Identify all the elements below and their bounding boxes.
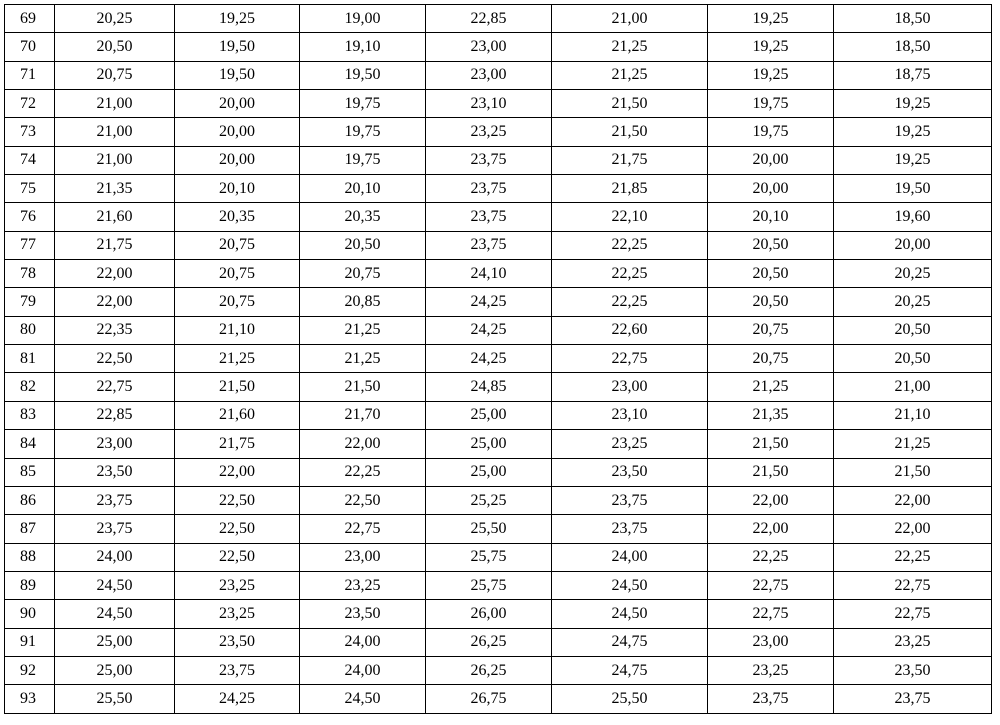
value-cell: 23,75 [55, 486, 175, 514]
value-cell: 22,25 [552, 288, 708, 316]
value-cell: 23,10 [552, 401, 708, 429]
value-cell: 20,10 [175, 175, 300, 203]
value-cell: 22,85 [426, 5, 552, 33]
value-cell: 23,75 [55, 515, 175, 543]
value-cell: 21,75 [55, 231, 175, 259]
value-cell: 23,00 [708, 628, 834, 656]
value-cell: 23,75 [426, 146, 552, 174]
value-cell: 22,00 [708, 486, 834, 514]
value-cell: 22,50 [300, 486, 426, 514]
value-cell: 25,00 [426, 401, 552, 429]
value-cell: 19,00 [300, 5, 426, 33]
value-cell: 19,75 [708, 118, 834, 146]
value-cell: 23,00 [426, 33, 552, 61]
value-cell: 26,25 [426, 628, 552, 656]
document-sheet [4, 4, 991, 714]
value-cell: 20,25 [834, 260, 992, 288]
value-cell: 22,75 [55, 373, 175, 401]
value-cell: 20,50 [708, 288, 834, 316]
value-cell: 22,75 [708, 600, 834, 628]
value-cell: 23,50 [175, 628, 300, 656]
table-row [5, 345, 992, 373]
row-number-cell: 73 [5, 118, 55, 146]
row-number-cell: 76 [5, 203, 55, 231]
value-cell: 23,50 [552, 458, 708, 486]
value-cell: 22,85 [55, 401, 175, 429]
value-cell: 22,00 [708, 515, 834, 543]
value-cell: 23,75 [552, 486, 708, 514]
row-number-cell: 79 [5, 288, 55, 316]
value-cell: 22,10 [552, 203, 708, 231]
value-cell: 21,25 [175, 345, 300, 373]
value-cell: 25,00 [55, 656, 175, 684]
value-cell: 21,50 [175, 373, 300, 401]
value-cell: 24,10 [426, 260, 552, 288]
row-number-cell: 85 [5, 458, 55, 486]
value-cell: 23,25 [175, 571, 300, 599]
row-number-cell: 74 [5, 146, 55, 174]
value-cell: 21,50 [552, 90, 708, 118]
value-cell: 21,50 [834, 458, 992, 486]
value-cell: 25,50 [55, 685, 175, 713]
value-cell: 20,00 [708, 146, 834, 174]
row-number-cell: 92 [5, 656, 55, 684]
table-row [5, 685, 992, 713]
value-cell: 23,25 [834, 628, 992, 656]
value-cell: 25,00 [426, 430, 552, 458]
value-cell: 22,00 [55, 260, 175, 288]
data-table [4, 4, 992, 714]
value-cell: 20,75 [300, 260, 426, 288]
value-cell: 21,25 [552, 61, 708, 89]
value-cell: 25,75 [426, 571, 552, 599]
table-row [5, 656, 992, 684]
row-number-cell: 91 [5, 628, 55, 656]
value-cell: 22,25 [834, 543, 992, 571]
value-cell: 18,50 [834, 5, 992, 33]
value-cell: 24,25 [426, 345, 552, 373]
value-cell: 19,50 [834, 175, 992, 203]
value-cell: 21,50 [708, 430, 834, 458]
value-cell: 24,85 [426, 373, 552, 401]
value-cell: 20,00 [834, 231, 992, 259]
value-cell: 24,00 [55, 543, 175, 571]
table-row [5, 90, 992, 118]
value-cell: 20,00 [708, 175, 834, 203]
value-cell: 24,25 [426, 288, 552, 316]
value-cell: 19,25 [834, 90, 992, 118]
value-cell: 24,25 [426, 316, 552, 344]
value-cell: 19,25 [175, 5, 300, 33]
table-row [5, 146, 992, 174]
value-cell: 23,75 [426, 175, 552, 203]
value-cell: 22,50 [55, 345, 175, 373]
value-cell: 21,00 [834, 373, 992, 401]
value-cell: 24,75 [552, 656, 708, 684]
value-cell: 23,25 [708, 656, 834, 684]
value-cell: 25,00 [426, 458, 552, 486]
value-cell: 24,50 [55, 571, 175, 599]
row-number-cell: 83 [5, 401, 55, 429]
value-cell: 22,25 [552, 231, 708, 259]
value-cell: 20,50 [834, 345, 992, 373]
value-cell: 22,00 [55, 288, 175, 316]
value-cell: 24,50 [552, 600, 708, 628]
row-number-cell: 72 [5, 90, 55, 118]
value-cell: 20,50 [834, 316, 992, 344]
value-cell: 23,00 [55, 430, 175, 458]
value-cell: 19,50 [300, 61, 426, 89]
value-cell: 23,25 [552, 430, 708, 458]
value-cell: 22,25 [708, 543, 834, 571]
table-row [5, 600, 992, 628]
table-row [5, 628, 992, 656]
value-cell: 20,25 [55, 5, 175, 33]
value-cell: 20,75 [175, 260, 300, 288]
value-cell: 21,60 [55, 203, 175, 231]
row-number-cell: 86 [5, 486, 55, 514]
value-cell: 22,75 [300, 515, 426, 543]
value-cell: 24,00 [300, 628, 426, 656]
value-cell: 23,75 [426, 203, 552, 231]
value-cell: 21,10 [834, 401, 992, 429]
value-cell: 21,35 [708, 401, 834, 429]
value-cell: 23,75 [708, 685, 834, 713]
value-cell: 21,35 [55, 175, 175, 203]
table-row [5, 231, 992, 259]
value-cell: 22,50 [175, 515, 300, 543]
value-cell: 21,75 [175, 430, 300, 458]
value-cell: 21,25 [708, 373, 834, 401]
value-cell: 24,00 [552, 543, 708, 571]
row-number-cell: 80 [5, 316, 55, 344]
value-cell: 22,00 [300, 430, 426, 458]
table-row [5, 543, 992, 571]
value-cell: 26,25 [426, 656, 552, 684]
value-cell: 21,50 [300, 373, 426, 401]
table-row [5, 203, 992, 231]
table-row [5, 571, 992, 599]
value-cell: 20,35 [175, 203, 300, 231]
value-cell: 24,75 [552, 628, 708, 656]
value-cell: 21,10 [175, 316, 300, 344]
value-cell: 23,00 [426, 61, 552, 89]
value-cell: 25,25 [426, 486, 552, 514]
value-cell: 20,50 [708, 260, 834, 288]
row-number-cell: 87 [5, 515, 55, 543]
row-number-cell: 81 [5, 345, 55, 373]
value-cell: 21,60 [175, 401, 300, 429]
value-cell: 21,00 [55, 118, 175, 146]
table-row [5, 118, 992, 146]
row-number-cell: 71 [5, 61, 55, 89]
row-number-cell: 70 [5, 33, 55, 61]
value-cell: 19,25 [834, 118, 992, 146]
value-cell: 23,75 [552, 515, 708, 543]
value-cell: 22,00 [175, 458, 300, 486]
value-cell: 22,50 [175, 543, 300, 571]
value-cell: 20,85 [300, 288, 426, 316]
row-number-cell: 69 [5, 5, 55, 33]
value-cell: 20,25 [834, 288, 992, 316]
value-cell: 21,50 [552, 118, 708, 146]
value-cell: 26,75 [426, 685, 552, 713]
value-cell: 25,50 [552, 685, 708, 713]
value-cell: 19,50 [175, 33, 300, 61]
value-cell: 23,10 [426, 90, 552, 118]
value-cell: 23,75 [834, 685, 992, 713]
value-cell: 23,25 [175, 600, 300, 628]
value-cell: 19,75 [708, 90, 834, 118]
value-cell: 22,75 [834, 571, 992, 599]
value-cell: 22,60 [552, 316, 708, 344]
value-cell: 25,75 [426, 543, 552, 571]
value-cell: 23,00 [552, 373, 708, 401]
value-cell: 19,25 [834, 146, 992, 174]
value-cell: 22,50 [175, 486, 300, 514]
value-cell: 21,25 [300, 316, 426, 344]
value-cell: 18,75 [834, 61, 992, 89]
value-cell: 21,00 [552, 5, 708, 33]
table-row [5, 33, 992, 61]
value-cell: 23,25 [426, 118, 552, 146]
table-row [5, 401, 992, 429]
value-cell: 19,60 [834, 203, 992, 231]
value-cell: 22,00 [834, 486, 992, 514]
table-row [5, 288, 992, 316]
value-cell: 26,00 [426, 600, 552, 628]
table-row [5, 61, 992, 89]
row-number-cell: 89 [5, 571, 55, 599]
value-cell: 23,50 [834, 656, 992, 684]
value-cell: 20,50 [300, 231, 426, 259]
value-cell: 22,35 [55, 316, 175, 344]
row-number-cell: 77 [5, 231, 55, 259]
value-cell: 19,50 [175, 61, 300, 89]
table-row [5, 373, 992, 401]
row-number-cell: 93 [5, 685, 55, 713]
value-cell: 19,25 [708, 61, 834, 89]
value-cell: 20,50 [55, 33, 175, 61]
value-cell: 23,75 [426, 231, 552, 259]
value-cell: 20,10 [708, 203, 834, 231]
value-cell: 20,75 [55, 61, 175, 89]
table-row [5, 458, 992, 486]
value-cell: 20,75 [175, 231, 300, 259]
value-cell: 20,75 [708, 345, 834, 373]
value-cell: 19,75 [300, 146, 426, 174]
row-number-cell: 82 [5, 373, 55, 401]
value-cell: 22,25 [300, 458, 426, 486]
value-cell: 21,85 [552, 175, 708, 203]
value-cell: 25,50 [426, 515, 552, 543]
value-cell: 23,50 [300, 600, 426, 628]
value-cell: 21,70 [300, 401, 426, 429]
table-row [5, 430, 992, 458]
value-cell: 23,00 [300, 543, 426, 571]
table-row [5, 260, 992, 288]
value-cell: 22,75 [834, 600, 992, 628]
value-cell: 25,00 [55, 628, 175, 656]
value-cell: 24,00 [300, 656, 426, 684]
table-row [5, 515, 992, 543]
value-cell: 20,50 [708, 231, 834, 259]
value-cell: 19,75 [300, 118, 426, 146]
table-row [5, 486, 992, 514]
row-number-cell: 78 [5, 260, 55, 288]
value-cell: 19,75 [300, 90, 426, 118]
value-cell: 22,25 [552, 260, 708, 288]
row-number-cell: 84 [5, 430, 55, 458]
value-cell: 24,25 [175, 685, 300, 713]
table-row [5, 175, 992, 203]
value-cell: 21,50 [708, 458, 834, 486]
value-cell: 21,00 [55, 90, 175, 118]
value-cell: 24,50 [300, 685, 426, 713]
table-body [5, 5, 992, 714]
value-cell: 21,25 [300, 345, 426, 373]
row-number-cell: 90 [5, 600, 55, 628]
value-cell: 20,10 [300, 175, 426, 203]
value-cell: 21,00 [55, 146, 175, 174]
value-cell: 23,50 [55, 458, 175, 486]
value-cell: 20,75 [175, 288, 300, 316]
value-cell: 22,75 [552, 345, 708, 373]
value-cell: 19,25 [708, 5, 834, 33]
value-cell: 24,50 [55, 600, 175, 628]
value-cell: 20,00 [175, 118, 300, 146]
value-cell: 21,25 [552, 33, 708, 61]
table-row [5, 5, 992, 33]
value-cell: 21,25 [834, 430, 992, 458]
value-cell: 23,75 [175, 656, 300, 684]
value-cell: 19,10 [300, 33, 426, 61]
row-number-cell: 88 [5, 543, 55, 571]
value-cell: 22,00 [834, 515, 992, 543]
value-cell: 22,75 [708, 571, 834, 599]
value-cell: 24,50 [552, 571, 708, 599]
value-cell: 19,25 [708, 33, 834, 61]
value-cell: 20,00 [175, 90, 300, 118]
value-cell: 21,75 [552, 146, 708, 174]
row-number-cell: 75 [5, 175, 55, 203]
value-cell: 20,00 [175, 146, 300, 174]
value-cell: 18,50 [834, 33, 992, 61]
table-row [5, 316, 992, 344]
value-cell: 20,75 [708, 316, 834, 344]
value-cell: 20,35 [300, 203, 426, 231]
value-cell: 23,25 [300, 571, 426, 599]
